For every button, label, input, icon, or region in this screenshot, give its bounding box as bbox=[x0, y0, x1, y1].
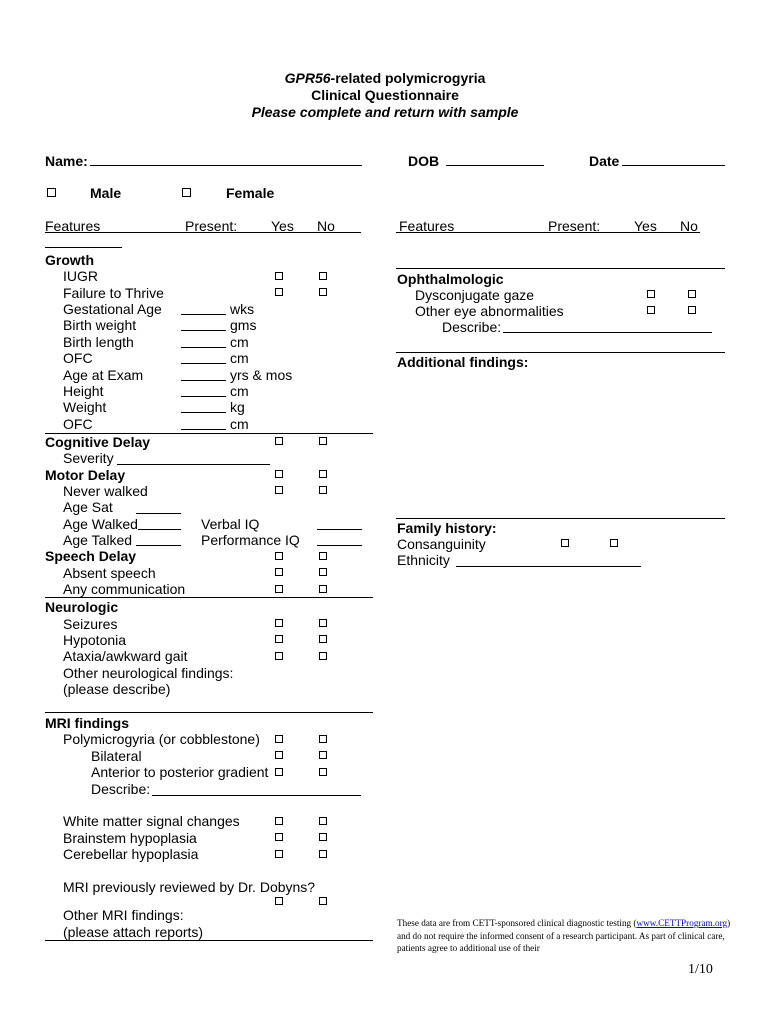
age-exam-unit: yrs & mos bbox=[230, 367, 293, 383]
other-eye-yes-checkbox[interactable] bbox=[647, 306, 655, 314]
mri-reviewed-no-checkbox[interactable] bbox=[319, 897, 327, 905]
bilateral-label: Bilateral bbox=[91, 748, 142, 764]
footnote bbox=[397, 917, 737, 955]
birth-weight-label: Birth weight bbox=[63, 317, 137, 333]
left-no-header: No bbox=[317, 218, 335, 234]
footnote-text-2: ) and do not require the informed consent of a research participant. As part of clinical care, patients agree to additional use of their bbox=[397, 918, 731, 953]
section-ophthalmologic: Ophthalmologic bbox=[397, 271, 504, 287]
weight-unit: kg bbox=[230, 399, 245, 415]
pmg-no-checkbox[interactable] bbox=[319, 735, 327, 743]
iugr-yes-checkbox[interactable] bbox=[275, 272, 283, 280]
never-walked-yes-checkbox[interactable] bbox=[275, 486, 283, 494]
verbal-iq-label: Verbal IQ bbox=[201, 516, 260, 532]
section-growth: Growth bbox=[45, 252, 94, 268]
section-family: Family history: bbox=[397, 520, 497, 536]
attach-reports-label: (please attach reports) bbox=[63, 924, 204, 940]
age-exam-label: Age at Exam bbox=[63, 367, 144, 383]
motor-no-checkbox[interactable] bbox=[319, 470, 327, 478]
ataxia-yes-checkbox[interactable] bbox=[275, 652, 283, 660]
other-mri-label: Other MRI findings: bbox=[63, 907, 184, 923]
seizures-no-checkbox[interactable] bbox=[319, 619, 327, 627]
please-describe-label: (please describe) bbox=[63, 681, 171, 697]
bilateral-no-checkbox[interactable] bbox=[319, 751, 327, 759]
ant-post-yes-checkbox[interactable] bbox=[275, 768, 283, 776]
age-walked-field[interactable] bbox=[138, 529, 181, 530]
white-matter-no-checkbox[interactable] bbox=[319, 817, 327, 825]
seizures-yes-checkbox[interactable] bbox=[275, 619, 283, 627]
any-comm-yes-checkbox[interactable] bbox=[275, 585, 283, 593]
birth-length-field[interactable] bbox=[181, 347, 226, 348]
age-walked-label: Age Walked bbox=[63, 516, 138, 532]
title-line-3: Please complete and return with sample bbox=[251, 104, 519, 120]
ant-post-label: Anterior to posterior gradient bbox=[91, 764, 269, 780]
ethnicity-field[interactable] bbox=[456, 566, 641, 567]
ofc-exam-label: OFC bbox=[63, 416, 93, 432]
other-eye-label: Other eye abnormalities bbox=[415, 303, 564, 319]
performance-iq-field[interactable] bbox=[317, 545, 362, 546]
dysconj-no-checkbox[interactable] bbox=[688, 290, 696, 298]
severity-field[interactable] bbox=[117, 464, 270, 465]
title-rest: -related polymicrogyria bbox=[330, 70, 486, 86]
age-talked-label: Age Talked bbox=[63, 532, 133, 548]
section-neurologic: Neurologic bbox=[45, 599, 119, 615]
gene-name: GPR56 bbox=[284, 70, 331, 86]
right-no-header: No bbox=[680, 218, 698, 234]
never-walked-no-checkbox[interactable] bbox=[319, 486, 327, 494]
right-present-header: Present: bbox=[548, 218, 601, 234]
cerebellar-label: Cerebellar hypoplasia bbox=[63, 846, 199, 862]
mri-describe-label: Describe: bbox=[91, 781, 151, 797]
header-rule-left bbox=[45, 232, 361, 233]
bilateral-yes-checkbox[interactable] bbox=[275, 751, 283, 759]
section-mri: MRI findings bbox=[45, 715, 129, 731]
cognitive-yes-checkbox[interactable] bbox=[275, 437, 283, 445]
female-label: Female bbox=[226, 185, 275, 201]
any-comm-no-checkbox[interactable] bbox=[319, 585, 327, 593]
height-unit: cm bbox=[230, 383, 249, 399]
gest-age-field[interactable] bbox=[181, 314, 226, 315]
consanguinity-no-checkbox[interactable] bbox=[610, 539, 618, 547]
brainstem-label: Brainstem hypoplasia bbox=[63, 830, 197, 846]
ofc-birth-unit: cm bbox=[230, 350, 249, 366]
ataxia-label: Ataxia/awkward gait bbox=[63, 648, 188, 664]
ataxia-no-checkbox[interactable] bbox=[319, 652, 327, 660]
dysconj-label: Dysconjugate gaze bbox=[415, 287, 535, 303]
speech-yes-checkbox[interactable] bbox=[275, 552, 283, 560]
consanguinity-yes-checkbox[interactable] bbox=[561, 539, 569, 547]
absent-speech-no-checkbox[interactable] bbox=[319, 568, 327, 576]
birth-length-label: Birth length bbox=[63, 334, 134, 350]
right-yes-header: Yes bbox=[634, 218, 657, 234]
female-checkbox[interactable] bbox=[182, 188, 191, 197]
white-matter-yes-checkbox[interactable] bbox=[275, 817, 283, 825]
verbal-iq-field[interactable] bbox=[317, 529, 362, 530]
right-features-header: Features bbox=[399, 218, 455, 234]
birth-length-unit: cm bbox=[230, 334, 249, 350]
eye-describe-field[interactable] bbox=[503, 332, 712, 333]
age-sat-field[interactable] bbox=[136, 513, 181, 514]
ophth-rule bbox=[396, 268, 725, 269]
absent-speech-yes-checkbox[interactable] bbox=[275, 568, 283, 576]
hypotonia-label: Hypotonia bbox=[63, 632, 127, 648]
any-comm-label: Any communication bbox=[63, 581, 186, 597]
age-exam-field[interactable] bbox=[181, 380, 226, 381]
cett-link[interactable]: www.CETTProgram.org bbox=[636, 918, 728, 928]
section-speech: Speech Delay bbox=[45, 548, 137, 564]
brainstem-yes-checkbox[interactable] bbox=[275, 833, 283, 841]
age-talked-field[interactable] bbox=[136, 545, 181, 546]
hypotonia-no-checkbox[interactable] bbox=[319, 635, 327, 643]
family-rule bbox=[396, 518, 725, 519]
eye-describe-label: Describe: bbox=[442, 319, 502, 335]
other-eye-no-checkbox[interactable] bbox=[688, 306, 696, 314]
dob-field[interactable] bbox=[446, 165, 544, 166]
title-line-2: Clinical Questionnaire bbox=[311, 87, 459, 103]
iugr-label: IUGR bbox=[63, 268, 98, 284]
ant-post-no-checkbox[interactable] bbox=[319, 768, 327, 776]
ofc-birth-label: OFC bbox=[63, 350, 93, 366]
header-rule-right bbox=[396, 232, 700, 233]
mri-reviewed-label: MRI previously reviewed by Dr. Dobyns? bbox=[63, 879, 316, 895]
height-label: Height bbox=[63, 383, 104, 399]
ofc-birth-field[interactable] bbox=[181, 363, 226, 364]
iugr-no-checkbox[interactable] bbox=[319, 272, 327, 280]
gest-age-unit: wks bbox=[230, 301, 255, 317]
absent-speech-label: Absent speech bbox=[63, 565, 156, 581]
ftt-yes-checkbox[interactable] bbox=[275, 288, 283, 296]
height-field[interactable] bbox=[181, 396, 226, 397]
section-additional: Additional findings: bbox=[397, 354, 529, 370]
neuro-rule bbox=[45, 712, 373, 713]
speech-rule bbox=[45, 597, 373, 598]
motor-yes-checkbox[interactable] bbox=[275, 470, 283, 478]
weight-field[interactable] bbox=[181, 412, 226, 413]
cerebellar-no-checkbox[interactable] bbox=[319, 850, 327, 858]
cerebellar-yes-checkbox[interactable] bbox=[275, 850, 283, 858]
section-cognitive: Cognitive Delay bbox=[45, 434, 151, 450]
mri-describe-field[interactable] bbox=[152, 795, 361, 796]
left-yes-header: Yes bbox=[271, 218, 294, 234]
consanguinity-label: Consanguinity bbox=[397, 536, 486, 552]
other-neuro-label: Other neurological findings: bbox=[63, 665, 234, 681]
ethnicity-label: Ethnicity bbox=[397, 552, 450, 568]
cognitive-no-checkbox[interactable] bbox=[319, 437, 327, 445]
male-checkbox[interactable] bbox=[47, 188, 56, 197]
additional-rule bbox=[396, 352, 725, 353]
ftt-label: Failure to Thrive bbox=[63, 285, 164, 301]
section-motor: Motor Delay bbox=[45, 467, 126, 483]
brainstem-no-checkbox[interactable] bbox=[319, 833, 327, 841]
hypotonia-yes-checkbox[interactable] bbox=[275, 635, 283, 643]
birth-weight-field[interactable] bbox=[181, 330, 226, 331]
ofc-exam-unit: cm bbox=[230, 416, 249, 432]
date-label: Date bbox=[589, 153, 620, 169]
seizures-label: Seizures bbox=[63, 616, 118, 632]
birth-weight-unit: gms bbox=[230, 317, 257, 333]
severity-label: Severity bbox=[63, 450, 114, 466]
dysconj-yes-checkbox[interactable] bbox=[647, 290, 655, 298]
ofc-exam-field[interactable] bbox=[181, 429, 226, 430]
never-walked-label: Never walked bbox=[63, 483, 148, 499]
pmg-label: Polymicrogyria (or cobblestone) bbox=[63, 731, 260, 747]
performance-iq-label: Performance IQ bbox=[201, 532, 300, 548]
footnote-text-1: These data are from CETT-sponsored clinical diagnostic testing ( bbox=[397, 918, 637, 928]
male-label: Male bbox=[90, 185, 122, 201]
name-field[interactable] bbox=[90, 165, 362, 166]
dob-label: DOB bbox=[408, 153, 440, 169]
ftt-no-checkbox[interactable] bbox=[319, 288, 327, 296]
left-present-header: Present: bbox=[185, 218, 238, 234]
age-sat-label: Age Sat bbox=[63, 499, 113, 515]
speech-no-checkbox[interactable] bbox=[319, 552, 327, 560]
weight-label: Weight bbox=[63, 399, 107, 415]
name-label: Name: bbox=[45, 153, 88, 169]
gest-age-label: Gestational Age bbox=[63, 301, 162, 317]
mri-rule bbox=[45, 940, 373, 941]
mri-reviewed-yes-checkbox[interactable] bbox=[275, 897, 283, 905]
date-field[interactable] bbox=[622, 165, 725, 166]
white-matter-label: White matter signal changes bbox=[63, 813, 240, 829]
page-number: 1/10 bbox=[688, 962, 713, 977]
short-rule bbox=[45, 247, 122, 248]
left-features-header: Features bbox=[45, 218, 101, 234]
title-line-1 bbox=[0, 70, 770, 86]
pmg-yes-checkbox[interactable] bbox=[275, 735, 283, 743]
